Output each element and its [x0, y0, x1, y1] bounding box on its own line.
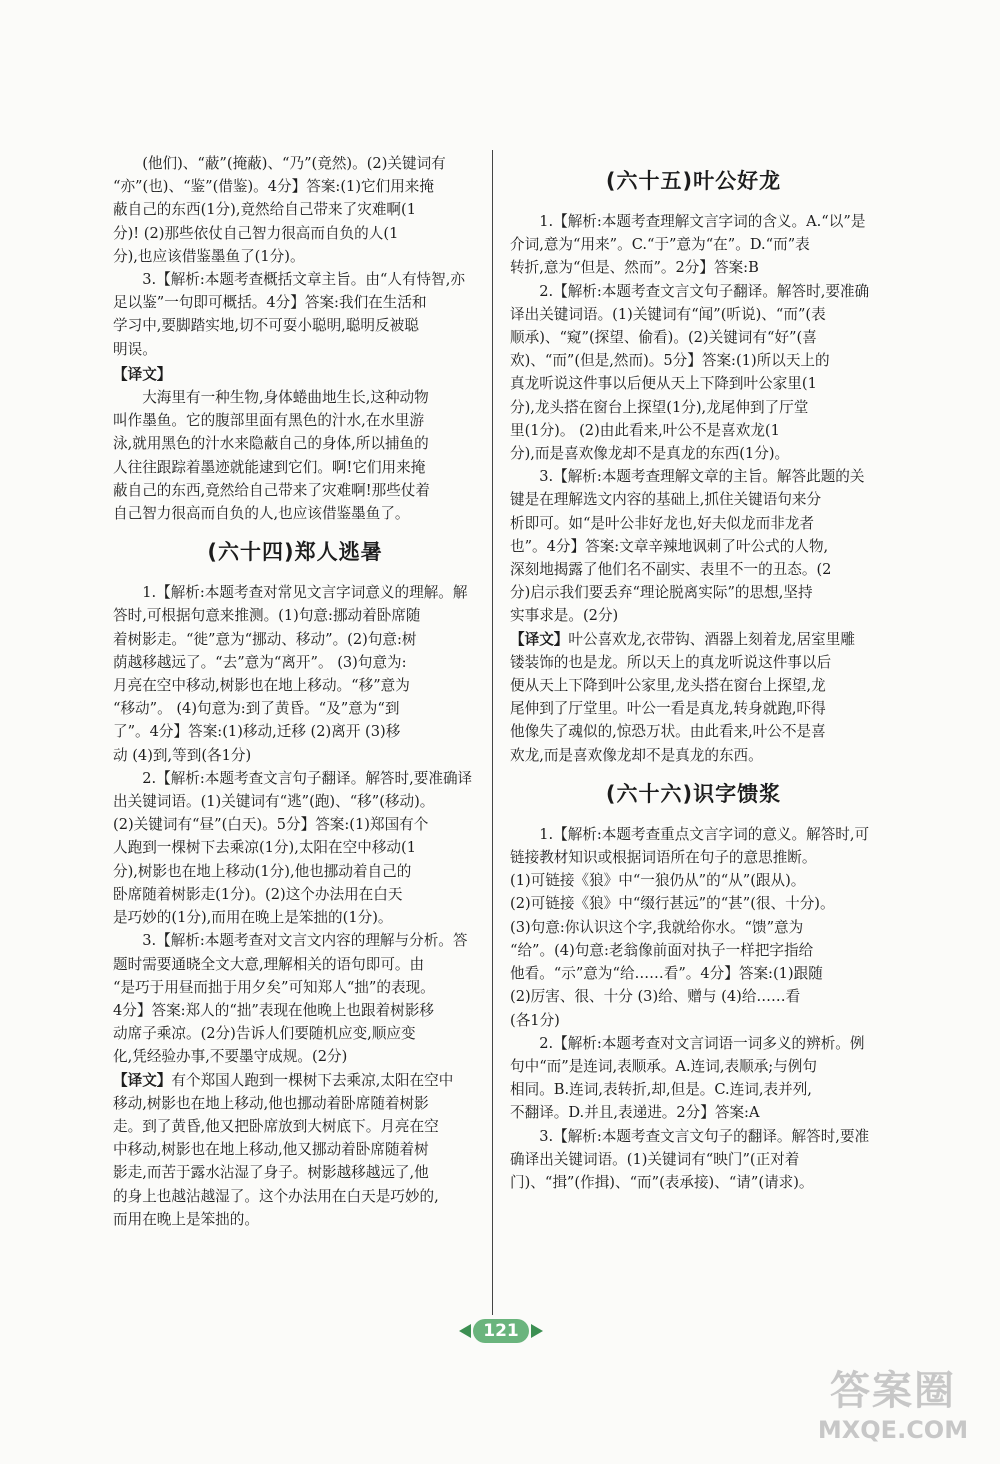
- text-line: 确译出关键词语。(1)关键词有“映门”(正对着: [510, 1150, 800, 1168]
- question-64-2: [113, 767, 477, 929]
- text-line: 分),而是喜欢像龙却不是真龙的东西(1分)。: [510, 445, 790, 463]
- text-line: 3.【解析:本题考查理解文章的主旨。解答此题的关: [539, 468, 865, 486]
- text-line: 荫越移越远了。“去”意为“离开”。 (3)句意为:: [113, 653, 407, 671]
- text-span: 叶公喜欢龙,衣带钩、酒器上刻着龙,居室里雕: [568, 630, 855, 648]
- text-span: 他像失了魂似的,惊恐万状。由此看来,叶公不是喜: [510, 723, 826, 741]
- text-line: [510, 720, 877, 743]
- text-line: 学习中,要脚踏实地,切不可耍小聪明,聪明反被聪: [113, 317, 419, 335]
- text-line: 动 (4)到,等到(各1分): [113, 746, 252, 764]
- column-divider: [492, 150, 493, 1315]
- text-line: 分),树影也在地上移动(1分),他也挪动着自己的: [113, 862, 412, 880]
- text-line: “给”。(4)句意:老翁像前面对执子一样把字指给: [510, 941, 814, 959]
- text-line: 3.【解析:本题考查文言文句子的翻译。解答时,要准: [539, 1127, 870, 1145]
- section-heading-65: (六十五)叶公好龙: [605, 169, 782, 193]
- translation-63: [113, 386, 477, 525]
- question-65-1: [510, 210, 877, 280]
- text-line: 化,凭经验办事,不要墨守成规。(2分): [113, 1048, 348, 1066]
- text-line: 2.【解析:本题考查文言文句子翻译。解答时,要准确: [539, 282, 870, 300]
- text-line: 他看。“示”意为“给……看”。4分】答案:(1)跟随: [510, 965, 823, 983]
- question-65-3: [510, 465, 877, 627]
- text-line: 析即可。如“是叶公非好龙也,好夫似龙而非龙者: [510, 514, 814, 532]
- text-line: 欢)、“而”(但是,然而)。5分】答案:(1)所以天上的: [510, 352, 830, 370]
- text-line: 答时,可根据句意来推测。(1)句意:挪动着卧席随: [113, 607, 421, 625]
- text-line: “亦”(也)、“鉴”(借鉴)。4分】答案:(1)它们用来掩: [113, 178, 434, 196]
- text-line: 卧席随着树影走(1分)。(2)这个办法用在白天: [113, 885, 403, 903]
- text-line: 真龙听说这件事以后便从天上下降到叶公家里(1: [510, 375, 817, 393]
- text-line: [510, 697, 877, 720]
- left-column: [113, 152, 477, 1231]
- text-span: 便从天上下降到叶公家里,龙头搭在窗台上探望,龙: [510, 677, 826, 695]
- text-line: 月亮在空中移动,树影也在地上移动。“移”意为: [113, 677, 410, 695]
- text-span: 有个郑国人跑到一棵树下去乘凉,太阳在空中: [171, 1071, 454, 1089]
- text-line: 1.【解析:本题考查对常见文言字词意义的理解。解: [142, 584, 468, 602]
- text-line: 句中“而”是连词,表顺承。A.连词,表顺承;与例句: [510, 1057, 817, 1075]
- text-line: (2)可链接《狼》中“缀行甚远”的“甚”(很、十分)。: [510, 895, 835, 913]
- text-line: 足以鉴”一句即可概括。4分】答案:我们在生活和: [113, 294, 427, 312]
- text-line: [113, 1115, 477, 1138]
- question-63-3: [113, 268, 477, 361]
- text-span: 走。到了黄昏,他又把卧席放到大树底下。月亮在空: [113, 1117, 439, 1135]
- text-line: 链接教材知识或根据词语所在句子的意思推断。: [510, 849, 817, 867]
- text-line: [510, 628, 877, 651]
- text-line: 译出关键词语。(1)关键词有“闻”(听说)、“而”(表: [510, 305, 826, 323]
- text-span: 镂装饰的也是龙。所以天上的真龙听说这件事以后: [510, 653, 832, 671]
- text-line: (2)关键词有“昼”(白天)。5分】答案:(1)郑国有个: [113, 816, 429, 834]
- text-line: 也”。4分】答案:文章辛辣地讽刺了叶公式的人物,: [510, 537, 829, 555]
- text-line: [113, 1208, 477, 1231]
- text-line: 实事求是。(2分): [510, 607, 619, 625]
- text-line: 里(1分)。 (2)由此看来,叶公不是喜欢龙(1: [510, 421, 780, 439]
- text-line: 人往往跟踪着墨迹就能逮到它们。啊!它们用来掩: [113, 458, 426, 476]
- text-line: 分),也应该借鉴墨鱼了(1分)。: [113, 247, 305, 265]
- page-number: 121: [473, 1319, 529, 1343]
- question-64-1: [113, 581, 477, 767]
- question-66-1: [510, 823, 877, 1032]
- question-66-2: [510, 1032, 877, 1125]
- text-line: 转折,意为“但是、然而”。2分】答案:B: [510, 259, 759, 277]
- text-line: 3.【解析:本题考查概括文章主旨。由“人有恃智,亦: [142, 271, 466, 289]
- text-line: “移动”。 (4)句意为:到了黄昏。“及”意为“到: [113, 700, 400, 718]
- section-heading-64: (六十四)郑人逃暑: [207, 540, 383, 565]
- question-64-3: [113, 929, 477, 1068]
- text-line: “是巧于用昼而拙于用夕矣”可知郑人“拙”的表现。: [113, 978, 435, 996]
- text-line: 叫作墨鱼。它的腹部里面有黑色的汁水,在水里游: [113, 412, 425, 430]
- left-arrow-icon: [459, 1324, 471, 1338]
- text-line: [510, 674, 877, 697]
- text-line: 门)、“揖”(作揖)、“而”(表承接)、“请”(请求)。: [510, 1173, 814, 1191]
- text-span: 而用在晚上是笨拙的。: [113, 1210, 259, 1228]
- text-line: 键是在理解选文内容的基础上,抓住关键语句来分: [510, 491, 822, 509]
- text-line: 1.【解析:本题考查重点文言字词的意义。解答时,可: [539, 825, 870, 843]
- translation-label: 【译文】: [510, 630, 569, 648]
- text-line: 出关键词语。(1)关键词有“逃”(跑)、“移”(移动)。: [113, 793, 435, 811]
- text-line: 介词,意为“用来”。C.“于”意为“在”。D.“而”表: [510, 236, 810, 254]
- text-line: 顺承)、“窥”(探望、偷看)。(2)关键词有“好”(喜: [510, 329, 817, 347]
- question-66-3: [510, 1125, 877, 1195]
- text-line: 分)! (2)那些依仗自己智力很高而自负的人(1: [113, 224, 399, 242]
- text-span: 影走,而苦于露水沾湿了身子。树影越移越远了,他: [113, 1164, 429, 1182]
- continued-answer-63-q2: [113, 152, 477, 268]
- text-line: 分),龙头搭在窗台上探望(1分),龙尾伸到了厅堂: [510, 398, 809, 416]
- text-line: 深刻地揭露了他们名不副实、表里不一的丑态。(2: [510, 561, 832, 579]
- translation-64: [113, 1069, 477, 1231]
- translation-65: [510, 628, 877, 767]
- text-line: 1.【解析:本题考查理解文言字词的含义。A.“以”是: [539, 213, 866, 230]
- text-line: 了”。4分】答案:(1)移动,迁移 (2)离开 (3)移: [113, 723, 401, 741]
- text-line: [113, 1161, 477, 1184]
- text-line: 人跑到一棵树下去乘凉(1分),太阳在空中移动(1: [113, 839, 416, 857]
- text-line: [113, 1185, 477, 1208]
- text-line: 蔽自己的东西(1分),竟然给自己带来了灾难啊(1: [113, 201, 416, 219]
- text-line: 是巧妙的(1分),而用在晚上是笨拙的(1分)。: [113, 909, 393, 927]
- text-line: 相同。B.连词,表转折,却,但是。C.连词,表并列,: [510, 1081, 812, 1099]
- text-line: 2.【解析:本题考查对文言词语一词多义的辨析。例: [539, 1034, 865, 1052]
- watermark-logo: [808, 1366, 978, 1450]
- text-line: 分)启示我们要丢弃“理论脱离实际”的思想,坚持: [510, 584, 813, 602]
- text-line: [510, 744, 877, 767]
- text-line: [113, 1069, 477, 1092]
- text-line: [113, 1138, 477, 1161]
- text-line: 动席子乘凉。(2分)告诉人们要随机应变,顺应变: [113, 1025, 416, 1043]
- text-span: 的身上也越沾越湿了。这个办法用在白天是巧妙的,: [113, 1187, 439, 1205]
- text-line: 4分】答案:郑人的“拙”表现在他晚上也跟着树影移: [113, 1001, 435, 1019]
- text-line: 明误。: [113, 340, 157, 358]
- text-line: 3.【解析:本题考查对文言文内容的理解与分析。答: [142, 932, 468, 950]
- text-line: 着树影走。“徙”意为“挪动、移动”。(2)句意:树: [113, 630, 417, 648]
- text-line: 题时需要通晓全文大意,理解相关的语句即可。由: [113, 955, 425, 973]
- text-line: (1)可链接《狼》中“一狼仍从”的“从”(跟从)。: [510, 872, 806, 890]
- watermark-sub: MXQE.COM: [817, 1416, 969, 1444]
- text-line: (2)厉害、很、十分 (3)给、赠与 (4)给……看: [510, 988, 801, 1006]
- text-span: 移动,树影也在地上移动,他也挪动着卧席随着树影: [113, 1094, 429, 1112]
- text-line: (3)句意:你认识这个字,我就给你水。“馈”意为: [510, 918, 804, 936]
- text-span: 尾伸到了厅堂里。叶公一看是真龙,转身就跑,吓得: [510, 700, 826, 718]
- translation-label: 【译文】: [113, 1071, 172, 1089]
- text-line: (他们)、“蔽”(掩蔽)、“乃”(竟然)。(2)关键词有: [142, 155, 446, 172]
- text-span: 中移动,树影也在地上移动,他又挪动着卧席随着树: [113, 1141, 429, 1159]
- text-line: (各1分): [510, 1011, 560, 1029]
- section-heading-66: (六十六)识字馈浆: [605, 781, 782, 806]
- text-span: 欢龙,而是喜欢像龙却不是真龙的东西。: [510, 746, 763, 764]
- text-line: [113, 1092, 477, 1115]
- right-arrow-icon: [531, 1324, 543, 1338]
- text-line: [510, 651, 877, 674]
- page-number-badge: [456, 1318, 546, 1344]
- text-line: 蔽自己的东西,竟然给自己带来了灾难啊!那些仗着: [113, 481, 430, 499]
- translation-label-63: 【译文】: [113, 365, 172, 383]
- text-line: 大海里有一种生物,身体蜷曲地生长,这种动物: [142, 389, 429, 407]
- watermark-main: 答案圈: [830, 1368, 956, 1414]
- question-65-2: [510, 280, 877, 466]
- text-line: 2.【解析:本题考查文言句子翻译。解答时,要准确译: [142, 769, 473, 787]
- text-line: 泳,就用黑色的汁水来隐蔽自己的身体,所以捕鱼的: [113, 435, 429, 453]
- right-column: [510, 152, 877, 1194]
- text-line: 自己智力很高而自负的人,也应该借鉴墨鱼了。: [113, 505, 410, 523]
- text-line: 不翻译。D.并且,表递进。2分】答案:A: [510, 1104, 760, 1122]
